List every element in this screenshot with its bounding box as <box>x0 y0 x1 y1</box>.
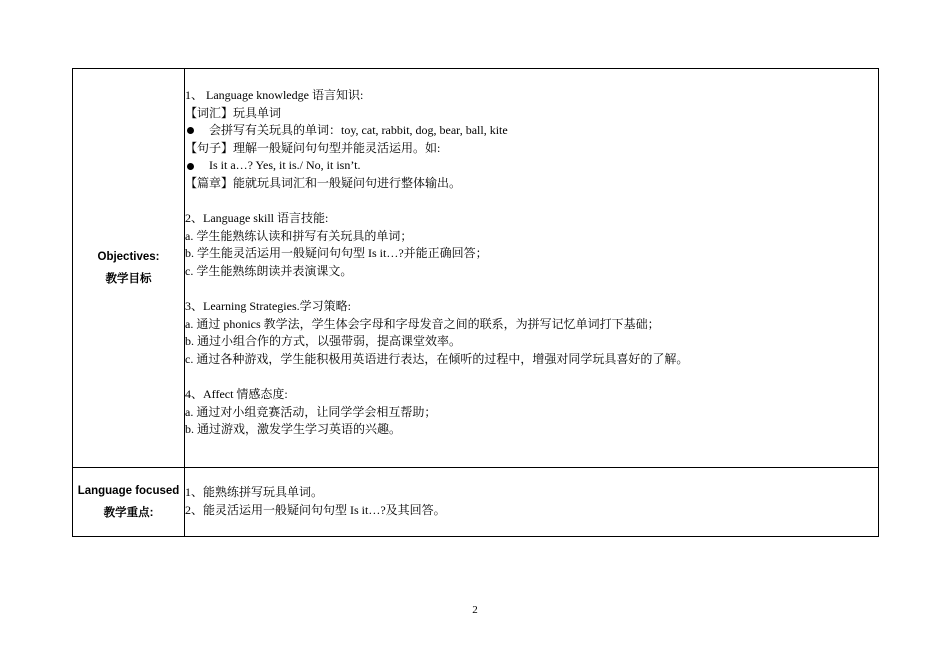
objectives-label-en: Objectives: <box>97 251 160 263</box>
objectives-row <box>73 69 879 468</box>
skill-item-b: b. 学生能灵活运用一般疑问句句型 Is it…?并能正确回答； <box>185 246 488 261</box>
vocab-heading: 【词汇】玩具单词 <box>185 105 282 120</box>
lesson-plan-table <box>72 68 879 537</box>
strategies-heading: 3、Learning Strategies.学习策略: <box>185 299 351 314</box>
language-focused-row <box>73 468 879 537</box>
affect-item-b: b. 通过游戏，激发学生学习英语的兴趣。 <box>185 422 402 437</box>
language-focused-content-cell <box>185 468 879 537</box>
objectives-content-cell <box>185 69 879 468</box>
vocab-bullet-text: 会拼写有关玩具的单词：toy, cat, rabbit, dog, bear, ball, kite <box>209 123 508 138</box>
affect-heading: 4、Affect 情感态度: <box>185 387 288 402</box>
vocab-bullet-item <box>185 122 878 140</box>
objectives-label-cell <box>73 69 185 468</box>
language-focused-label-zh: 教学重点: <box>103 507 154 519</box>
bullet-icon <box>187 163 194 170</box>
knowledge-heading: 1、 Language knowledge 语言知识: <box>185 88 364 102</box>
strategies-item-b: b. 通过小组合作的方式，以强带弱，提高课堂效率。 <box>185 334 462 349</box>
sentence-bullet-text: Is it a…? Yes, it is./ No, it isn’t. <box>209 158 361 173</box>
spacer <box>185 193 878 211</box>
skill-item-c: c. 学生能熟练朗读并表演课文。 <box>185 263 353 278</box>
spacer <box>185 281 878 299</box>
sentence-heading: 【句子】理解一般疑问句句型并能灵活运用。如: <box>185 140 441 155</box>
focus-item-1: 1、能熟练拼写玩具单词。 <box>185 485 324 500</box>
strategies-item-a: a. 通过 phonics 教学法，学生体会字母和字母发音之间的联系，为拼写记忆单词打下基础； <box>185 316 660 331</box>
bullet-icon <box>187 127 194 134</box>
language-focused-label-en: Language focused <box>77 485 180 497</box>
text-heading: 【篇章】能就玩具词汇和一般疑问句进行整体输出。 <box>185 175 462 190</box>
language-focused-label-cell <box>73 468 185 537</box>
focus-item-2: 2、能灵活运用一般疑问句句型 Is it…?及其回答。 <box>185 503 446 517</box>
skill-item-a: a. 学生能熟练认读和拼写有关玩具的单词； <box>185 228 413 243</box>
page-number: 2 <box>472 604 478 616</box>
spacer <box>185 369 878 387</box>
skill-heading: 2、Language skill 语言技能: <box>185 211 329 226</box>
strategies-item-c: c. 通过各种游戏，学生能积极用英语进行表达，在倾听的过程中，增强对同学玩具喜好的了解。 <box>185 351 689 366</box>
affect-item-a: a. 通过对小组竞赛活动，让同学学会相互帮助； <box>185 404 437 419</box>
sentence-bullet-item <box>185 157 878 175</box>
objectives-label-zh: 教学目标 <box>105 273 152 285</box>
